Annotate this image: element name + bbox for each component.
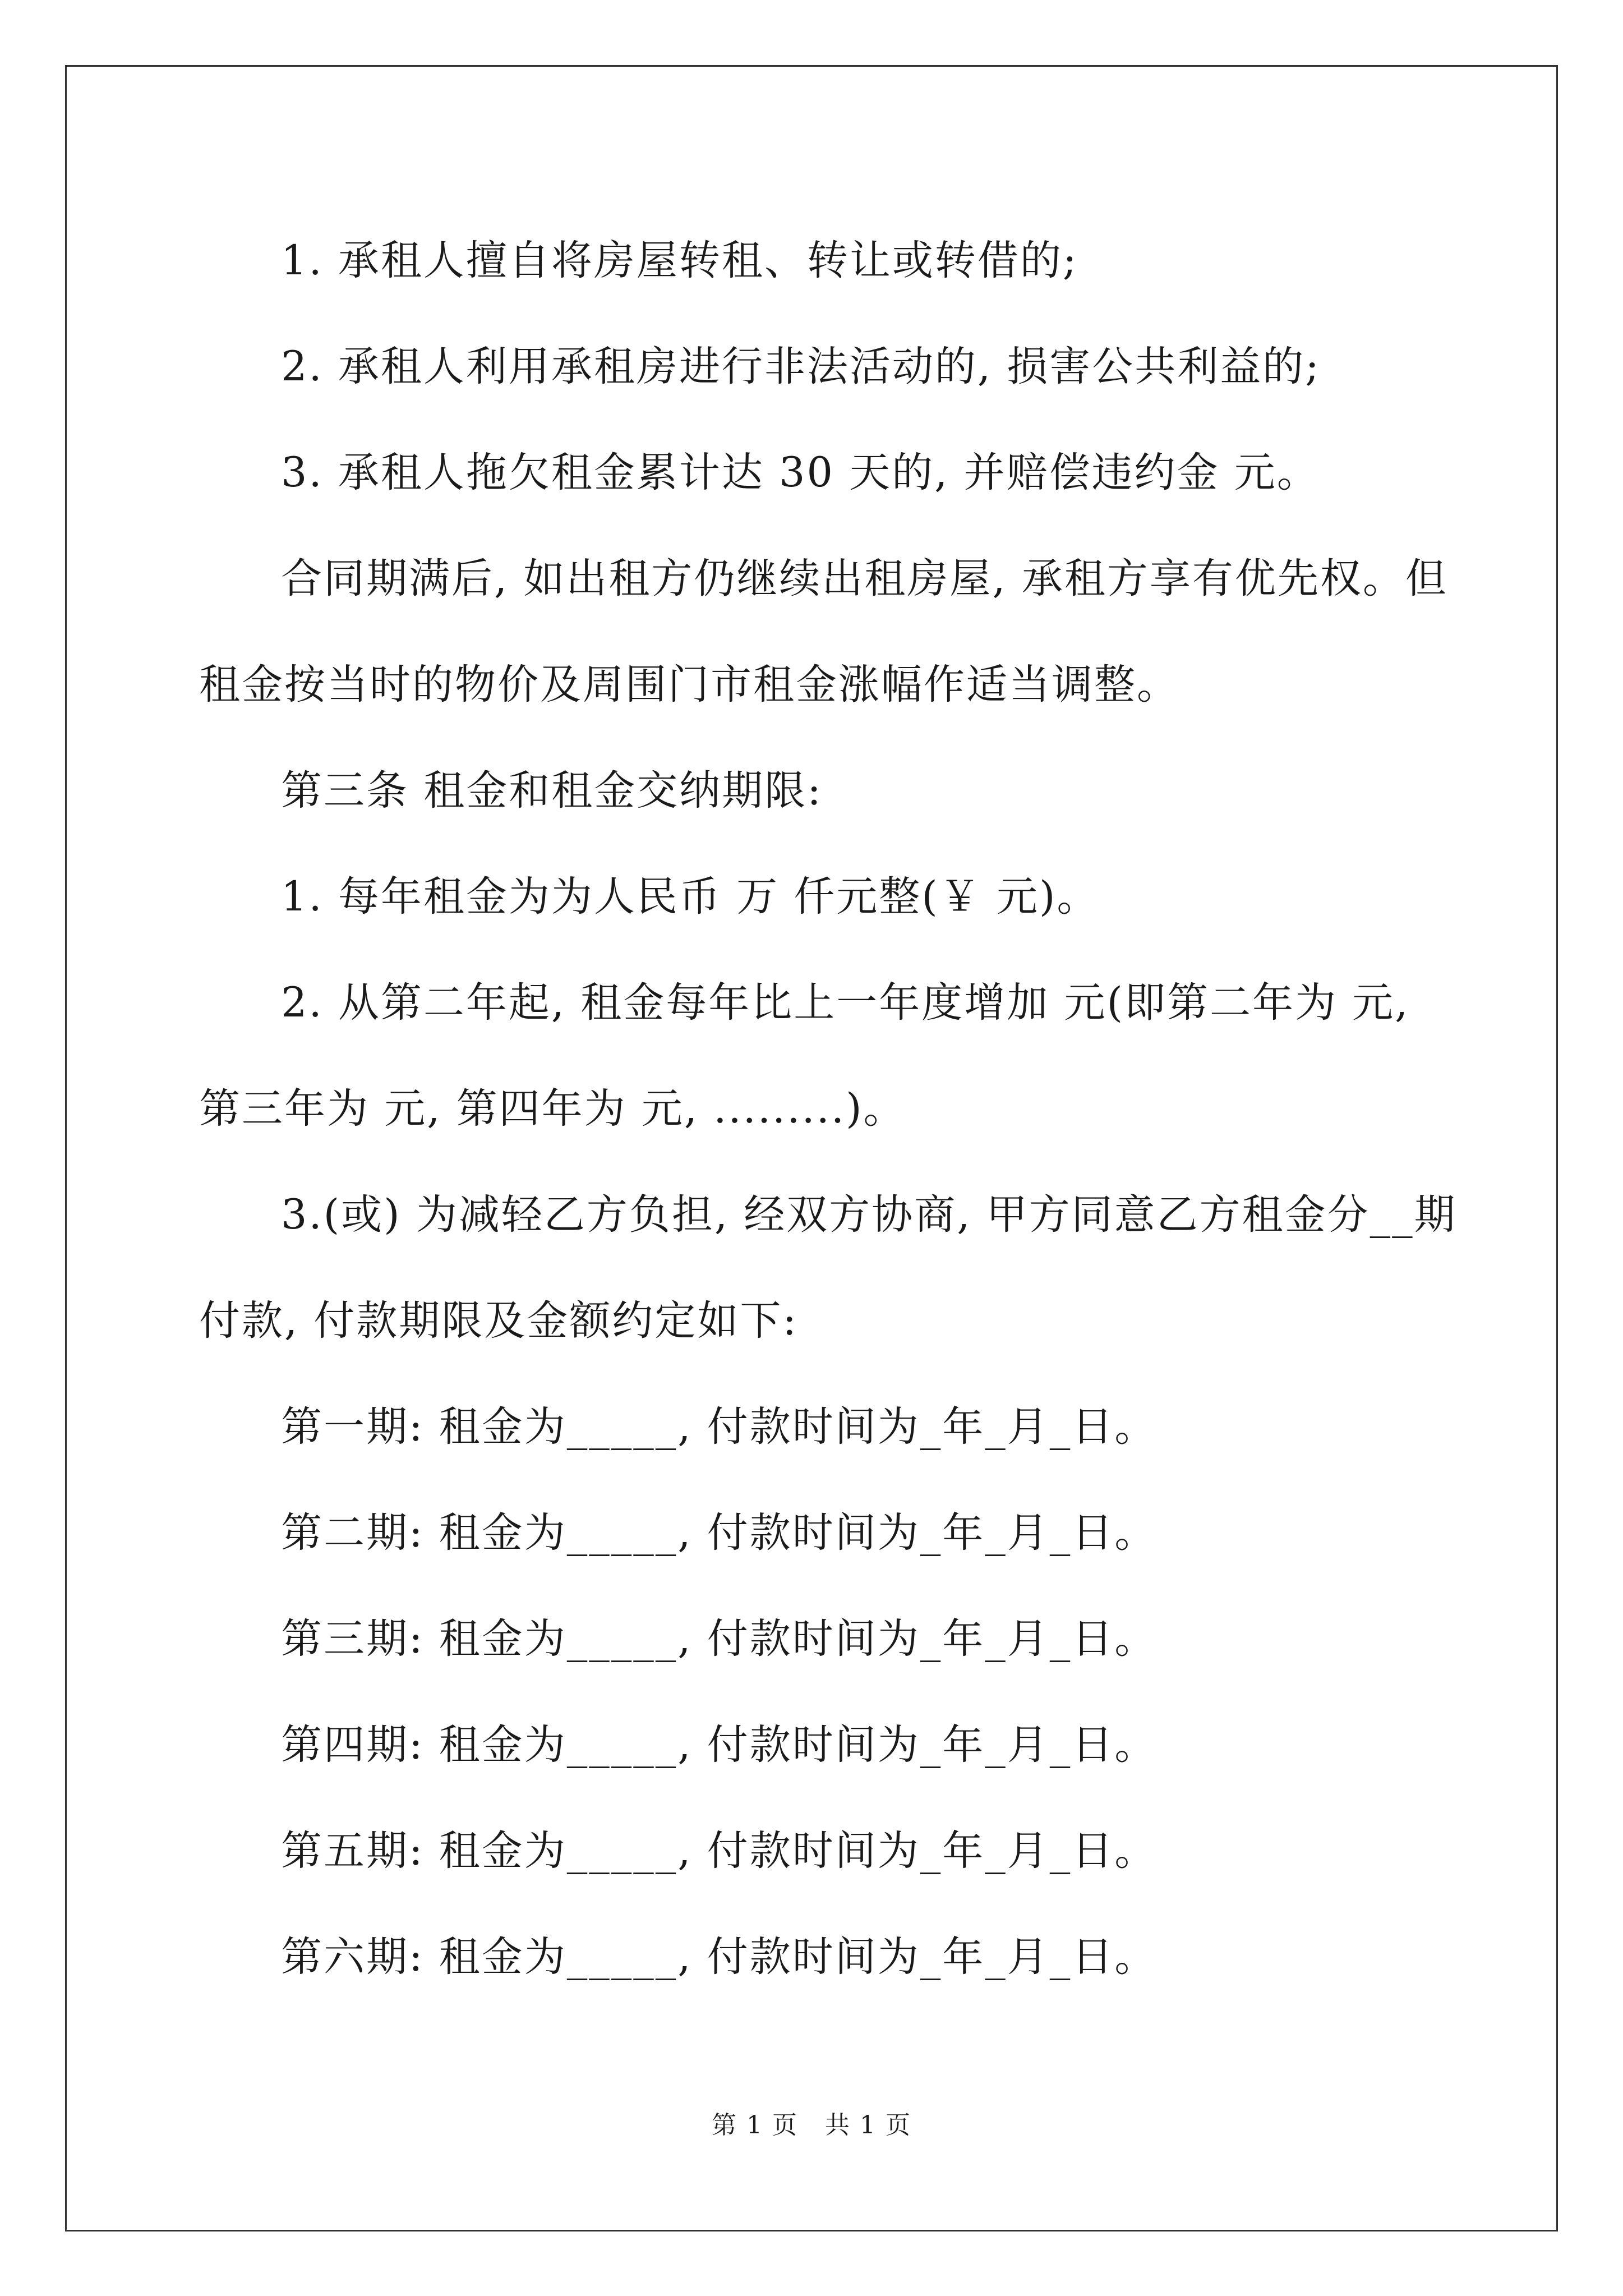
payment-installment: 第三期: 租金为_____, 付款时间为_年_月_日。 bbox=[281, 1615, 1158, 1663]
page-footer: 第 1 页 共 1 页 bbox=[712, 2111, 911, 2139]
section-heading: 第三条 租金和租金交纳期限: bbox=[281, 767, 823, 815]
payment-installment: 第六期: 租金为_____, 付款时间为_年_月_日。 bbox=[281, 1933, 1158, 1981]
paragraph: 3. 承租人拖欠租金累计达 30 天的, 并赔偿违约金 元。 bbox=[281, 449, 1320, 496]
payment-installment: 第五期: 租金为_____, 付款时间为_年_月_日。 bbox=[281, 1827, 1158, 1875]
paragraph: 1. 每年租金为为人民币 万 仟元整(￥ 元)。 bbox=[281, 873, 1100, 921]
paragraph: 3.(或) 为减轻乙方负担, 经双方协商, 甲方同意乙方租金分__期 bbox=[281, 1191, 1457, 1239]
document-body bbox=[199, 208, 1457, 2010]
paragraph-continuation: 第三年为 元, 第四年为 元, .........)。 bbox=[199, 1085, 906, 1133]
paragraph-continuation: 付款, 付款期限及金额约定如下: bbox=[199, 1297, 799, 1345]
paragraph: 2. 从第二年起, 租金每年比上一年度增加 元(即第二年为 元, bbox=[281, 979, 1410, 1027]
paragraph: 1. 承租人擅自将房屋转租、转让或转借的; bbox=[281, 237, 1078, 284]
payment-installment: 第四期: 租金为_____, 付款时间为_年_月_日。 bbox=[281, 1721, 1158, 1769]
payment-installment: 第二期: 租金为_____, 付款时间为_年_月_日。 bbox=[281, 1509, 1158, 1557]
payment-installment: 第一期: 租金为_____, 付款时间为_年_月_日。 bbox=[281, 1403, 1158, 1451]
paragraph-continuation: 租金按当时的物价及周围门市租金涨幅作适当调整。 bbox=[199, 661, 1179, 708]
paragraph: 合同期满后, 如出租方仍继续出租房屋, 承租方享有优先权。但 bbox=[281, 555, 1448, 602]
paragraph: 2. 承租人利用承租房进行非法活动的, 损害公共利益的; bbox=[281, 343, 1321, 390]
